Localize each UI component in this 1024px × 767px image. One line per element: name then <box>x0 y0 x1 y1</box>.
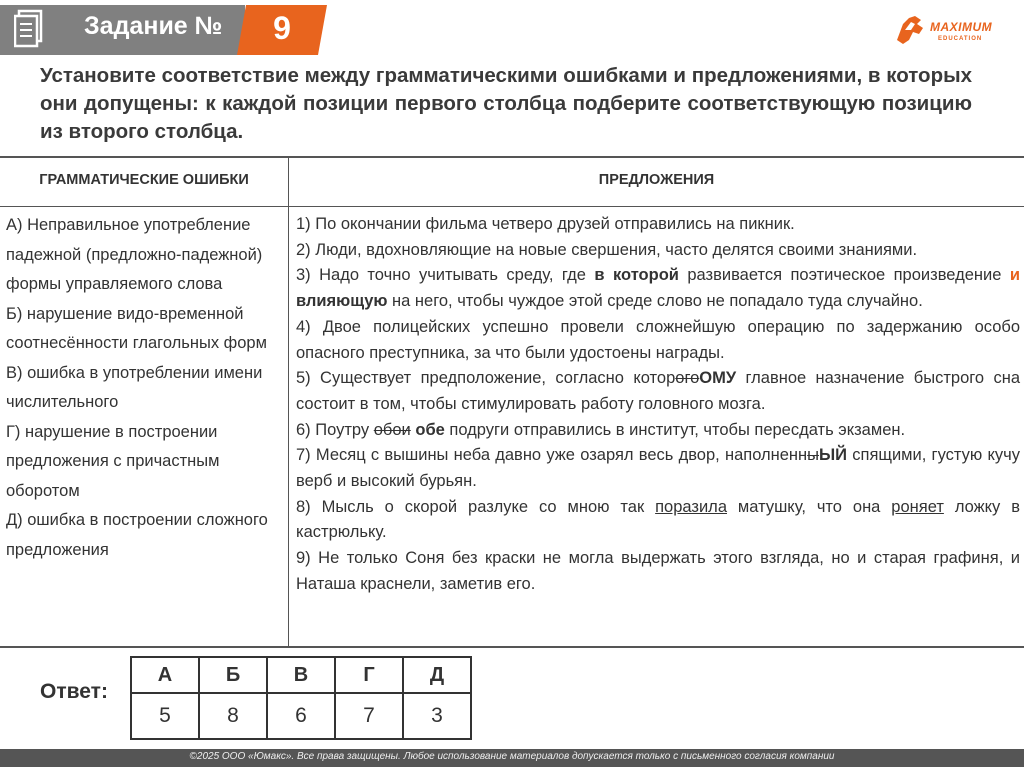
column-divider <box>288 158 289 646</box>
answer-value[interactable]: 7 <box>335 693 403 739</box>
answer-letter: Г <box>335 657 403 693</box>
sentence-3-highlight: влияющую <box>296 292 388 311</box>
sentence-9: 9) Не только Соня без краски не могла выдержать этого взгляда, но и старая графиня, и Наташа краснели, заметив его. <box>296 549 1020 593</box>
sentence-6-correction: обе <box>415 420 445 439</box>
sentence-7 <box>296 443 1020 494</box>
sentence-8-underlined: роняет <box>891 497 944 516</box>
answer-letter: А <box>131 657 199 693</box>
sentence-1: 1) По окончании фильма четверо друзей отправились на пикник. <box>296 215 795 233</box>
sentence-5-correction: ОМУ <box>699 369 737 388</box>
sentence-3-part: на него, чтобы чуждое этой среде слово не попадало туда случайно. <box>387 292 923 311</box>
task-heading: Задание № <box>84 12 223 40</box>
sentence-3-highlight: в которой <box>594 266 679 285</box>
task-instructions: Установите соответствие между грамматическими ошибками и предложениями, в которых они допущены: к каждой позиции первого столбца подберите соответствующую позицию из второго столбца. <box>40 64 972 143</box>
sentence-5-part: главное назначение быстрого сна состоит в том, чтобы стимулировать работу головного мозга. <box>296 369 1020 413</box>
answer-letter: В <box>267 657 335 693</box>
sentence-8-part: 8) Мысль о скорой разлуке со мною так <box>296 497 656 516</box>
sentence-5 <box>296 366 1020 417</box>
answer-value[interactable]: 8 <box>199 693 267 739</box>
answer-label: Ответ: <box>40 680 108 703</box>
header-bar <box>0 0 1024 58</box>
sentences-column-header: ПРЕДЛОЖЕНИЯ <box>598 172 715 188</box>
sentence-7-struck: ы <box>807 446 820 465</box>
sentences-list <box>296 212 1020 598</box>
error-item-d: Д) ошибка в построении сложного предложения <box>6 511 268 559</box>
sentence-8-underlined: поразила <box>655 497 727 516</box>
answer-letter: Б <box>199 657 267 693</box>
document-icon <box>14 9 48 49</box>
sentence-7-correction: ЫЙ <box>819 446 848 465</box>
answer-table <box>130 656 472 740</box>
sentence-5-part: 5) Существует предположение, согласно котор <box>296 369 676 388</box>
sentence-3-part: развивается поэтическое произведение <box>678 266 1010 285</box>
answer-value[interactable]: 3 <box>403 693 471 739</box>
error-item-g: Г) нарушение в построении предложения с причастным оборотом <box>6 422 220 500</box>
sentence-8-part: ложку в кастрюльку. <box>296 497 1021 542</box>
header-divider <box>0 206 1024 207</box>
answer-value[interactable]: 5 <box>131 693 199 739</box>
errors-list <box>6 211 282 565</box>
matching-table <box>0 156 1024 648</box>
error-item-b: Б) нарушение видо-временной соотнесённости глагольных форм <box>6 304 267 352</box>
sentence-6 <box>296 418 1020 444</box>
sentence-6-struck: обои <box>373 420 411 439</box>
sentence-5-struck: ого <box>675 369 700 388</box>
logo-subtext: EDUCATION <box>938 36 983 42</box>
sentence-6-part: 6) Поутру <box>296 420 374 439</box>
error-item-v: В) ошибка в употреблении имени числительного <box>6 363 263 411</box>
copyright-text: ©2025 ООО «Юмакс». Все права защищены. Любое использование материалов допускается только с письменного согласия компании <box>189 751 835 762</box>
logo-text: MAXIMUM <box>930 20 993 34</box>
sentence-8-part: матушку, что она <box>727 497 892 516</box>
sentence-2: 2) Люди, вдохновляющие на новые свершения, часто делятся своими знаниями. <box>296 240 918 259</box>
sentence-3 <box>296 263 1020 314</box>
error-item-a: А) Неправильное употребление падежной (предложно-падежной) формы управляемого слова <box>6 216 263 293</box>
answer-letter: Д <box>403 657 471 693</box>
sentence-8 <box>296 495 1020 546</box>
sentence-4: 4) Двое полицейских успешно провели сложнейшую операцию по задержанию особо опасного преступника, за что были удостоены награды. <box>296 317 1020 362</box>
sentence-7-part: спящими, густую кучу верб и высокий бурьян. <box>296 446 1020 491</box>
sentence-3-part: 3) Надо точно учитывать среду, где <box>296 266 595 285</box>
errors-column-header: ГРАММАТИЧЕСКИЕ ОШИБКИ <box>39 172 249 188</box>
task-number: 9 <box>273 10 291 46</box>
sentence-6-part: подруги отправились в институт, чтобы пересдать экзамен. <box>444 420 906 439</box>
sentence-7-part: 7) Месяц с вышины неба давно уже озарял весь двор, наполненн <box>296 446 808 465</box>
answer-value[interactable]: 6 <box>267 693 335 739</box>
sentence-3-inserted-word: и <box>1009 266 1020 285</box>
